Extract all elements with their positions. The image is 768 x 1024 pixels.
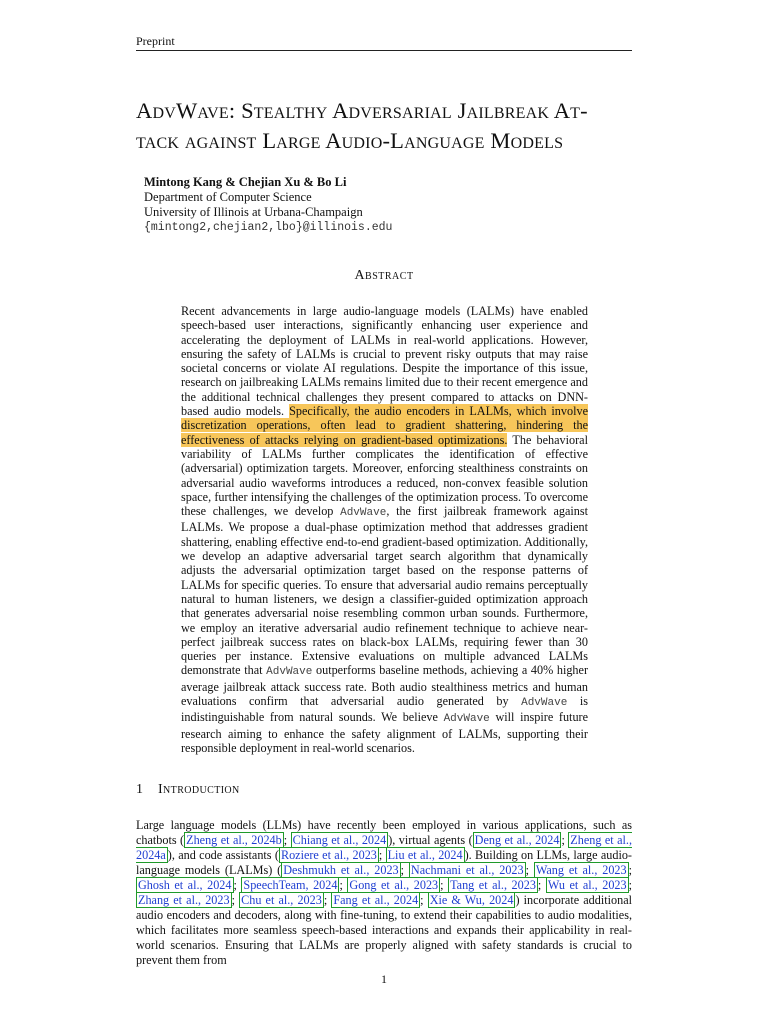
citation-link[interactable]: Liu et al., 2024 <box>387 848 463 862</box>
abstract-heading: Abstract <box>354 268 414 283</box>
citation-link[interactable]: Ghosh et al., 2024 <box>138 878 232 892</box>
citation-link[interactable]: Chiang et al., 2024 <box>292 833 387 847</box>
abstract-highlight: Specifically, the audio encoders in LALMs, which involve discretization operations, often lead to gradient shattering, hindering the effectiveness of attacks relying on gradient-based optimizations. <box>181 404 588 447</box>
intro-paragraph: Large language models (LLMs) have recently been employed in various applications, such as chatbots ( Zheng et al., 2024b ; Chiang et al., 2024 ), virtual agents ( Deng et al., 2024 ; Zheng et al., 2024a ), and code assistants ( Roziere et al., 2023 ; Liu et al., 2024 ). Building on LLMs, large audio-language models (LALMs) ( Deshmukh et al., 2023 ; Nachmani et al., 2023 ; Wang et al., 2023 ; Ghosh et al., 2024 ; SpeechTeam, 2024 ; Gong et al., 2023 ; Tang et al., 2023 ; Wu et al., 2023 ; Zhang et al., 2023 ; Chu et al., 2023 ; Fang et al., 2024 ; Xie & Wu, 2024 ) incorporate additional audio encoders and decoders, along with fine-tuning, to extend their capabilities to audio modalities, which facilitates more seamless speech-based interactions and expands their applicability in real-world scenarios. Ensuring that LALMs are properly aligned with safety standards is crucial to prevent them from <box>136 818 633 967</box>
method-name: AdvWave <box>443 713 490 726</box>
method-name: AdvWave <box>521 697 568 710</box>
method-name: AdvWave <box>266 666 313 679</box>
citation-link[interactable]: Wang et al., 2023 <box>535 863 627 877</box>
citation-link[interactable]: Wu et al., 2023 <box>547 878 627 892</box>
intro-text: ), and code assistants ( <box>167 848 279 862</box>
abstract-text: The behavioral variability of LALMs further complicates the identification of effective (adversarial) optimization targets. Moreover, enforcing stealthiness constraints on adversarial audio waveforms introduces a reduced, non-convex feasible solution space, further intensifying the challenges of the optimization process. To overcome these challenges, we develop <box>181 432 588 519</box>
running-header: Preprint <box>136 34 175 48</box>
header-rule <box>136 50 632 51</box>
section-title: Introduction <box>158 782 240 797</box>
citation-link[interactable]: Roziere et al., 2023 <box>280 848 377 862</box>
abstract-text: is indistinguishable from natural sounds. We believe <box>181 694 588 725</box>
intro-text: ). Building on LLMs, large audio-language models (LALMs) ( <box>136 848 632 877</box>
intro-text: ) incorporate additional audio encoders and decoders, along with fine-tuning, to extend their capabilities to audio modalities, which facilitates more seamless speech-based interactions and expands their applicability in real-world scenarios. Ensuring that LALMs are properly aligned with safety standards is crucial to prevent them from <box>136 893 632 967</box>
section-number: 1 <box>136 782 144 797</box>
abstract-text: , the first jailbreak framework against LALMs. We propose a dual-phase optimization method that addresses gradient shattering, enabling effective end-to-end gradient-based optimization. Additionally, we develop an adaptive adversarial target search algorithm that dynamically adjusts the adversarial optimization target based on the response patterns of LALMs for specific queries. To ensure that adversarial audio remains perceptually natural to human listeners, we design a classifier-guided optimization approach that generates adversarial noise resembling common urban sounds. Furthermore, we employ an iterative adversarial audio refinement technique to achieve near-perfect jailbreak success rates on black-box LALMs, requiring fewer than 30 queries per instance. Extensive evaluations on multiple advanced LALMs demonstrate that <box>181 504 588 678</box>
citation-link[interactable]: SpeechTeam, 2024 <box>243 878 338 892</box>
abstract-text: will inspire future research aiming to enhance the safety alignment of LALMs, supporting their responsible deployment in real-world scenarios. <box>181 710 589 755</box>
page-number: 1 <box>381 972 387 986</box>
abstract-text: Recent advancements in large audio-language models (LALMs) have enabled speech-based user interactions, significantly enhancing user experience and accelerating the deployment of LALMs in real-world applications. However, ensuring the safety of LALMs is crucial to prevent risky outputs that may raise societal concerns or violate AI regulations. Despite the importance of this issue, research on jailbreaking LALMs remains limited due to their recent emergence and the additional technical challenges they present compared to attacks on DNN-based audio models. <box>181 304 588 419</box>
citation-link[interactable]: Gong et al., 2023 <box>349 878 439 892</box>
abstract-body <box>181 304 588 755</box>
abstract-text: outperforms baseline methods, achieving a 40% higher average jailbreak attack success rate. Both audio stealthiness metrics and human evaluations confirm that adversarial audio generated by <box>181 663 588 709</box>
paper-title: AdvWave: Stealthy Adversarial Jailbreak At- tack against Large Audio-Language Models <box>136 98 588 153</box>
citation-link[interactable]: Zheng et al., 2024a <box>136 833 633 862</box>
citation-link[interactable]: Zhang et al., 2023 <box>138 893 230 907</box>
author-department: Department of Computer Science <box>144 190 312 204</box>
intro-text: ), virtual agents ( <box>388 833 473 847</box>
method-name: AdvWave <box>340 507 387 520</box>
intro-text: Large language models (LLMs) have recently been employed in various applications, such as chatbots ( <box>136 818 632 847</box>
citation-link[interactable]: Tang et al., 2023 <box>450 878 536 892</box>
citation-link[interactable]: Nachmani et al., 2023 <box>410 863 524 877</box>
citation-link[interactable]: Chu et al., 2023 <box>241 893 322 907</box>
citation-link[interactable]: Fang et al., 2024 <box>333 893 419 907</box>
citation-link[interactable]: Deshmukh et al., 2023 <box>283 863 399 877</box>
author-block <box>144 175 392 235</box>
author-names: Mintong Kang & Chejian Xu & Bo Li <box>144 175 347 189</box>
citation-link[interactable]: Xie & Wu, 2024 <box>429 893 514 907</box>
author-email[interactable]: {mintong2,chejian2,lbo}@illinois.edu <box>144 221 393 234</box>
citation-link[interactable]: Deng et al., 2024 <box>474 833 560 847</box>
author-university: University of Illinois at Urbana-Champaign <box>144 205 363 219</box>
citation-link[interactable]: Zheng et al., 2024b <box>186 833 282 847</box>
section-heading <box>136 782 240 798</box>
